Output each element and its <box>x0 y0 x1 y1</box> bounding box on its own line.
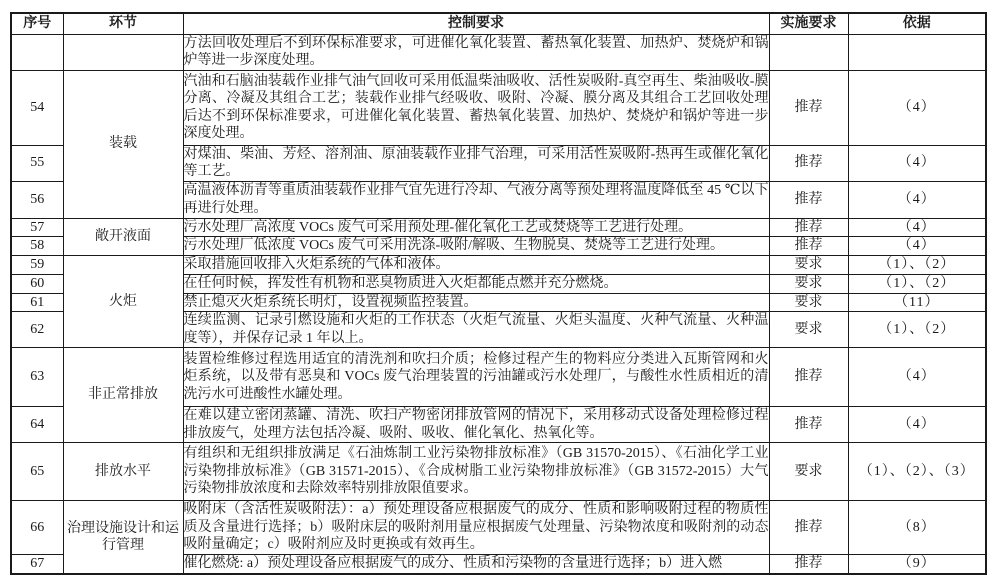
header-stage: 环节 <box>63 13 183 34</box>
serial-cell: 62 <box>11 312 63 348</box>
basis-cell: （4） <box>848 70 986 145</box>
control-cell: 吸附床（含活性炭吸附法）：a）预处理设备应根据废气的成分、性质和影响吸附过程的物质性质及含量进行选择；b）吸附床层的吸附剂用量应根据废气处理量、污染物浓度和吸附剂的动态吸附量确定；c）吸附剂应及时更换或有效再生。 <box>183 502 769 552</box>
header-control-requirement: 控制要求 <box>183 13 769 34</box>
implementation-cell: 推荐 <box>769 181 848 218</box>
implementation-cell: 推荐 <box>769 407 848 443</box>
header-basis: 依据 <box>848 13 986 34</box>
implementation-cell: 推荐 <box>769 554 848 574</box>
serial-cell: 55 <box>11 145 63 181</box>
basis-cell: （4） <box>848 218 986 237</box>
stage-cell: 装载 <box>63 70 183 218</box>
stage-cell <box>63 34 183 70</box>
implementation-cell: 要求 <box>769 312 848 348</box>
basis-cell: （4） <box>848 407 986 443</box>
serial-cell: 64 <box>11 407 63 443</box>
serial-cell: 58 <box>11 237 63 256</box>
stage-cell: 火炬 <box>63 256 183 348</box>
implementation-cell: 推荐 <box>769 70 848 145</box>
implementation-cell: 推荐 <box>769 237 848 256</box>
control-cell: 高温液体沥青等重质油装载作业排气宜先进行冷却、气液分离等预处理将温度降低至 45 ℃以下再进行处理。 <box>183 181 769 218</box>
header-row <box>11 13 986 34</box>
basis-cell: （1）、（2） <box>848 256 986 275</box>
control-cell: 有组织和无组织排放满足《石油炼制工业污染物排放标准》（GB 31570-2015）、《石油化学工业污染物排放标准》（GB 31571-2015）、《合成树脂工业污染物排放标准》（GB 31572-2015）大气污染物排放浓度和去除效率特别排放限值要求。 <box>183 443 769 501</box>
control-requirements-table <box>10 12 987 575</box>
control-cell: 对煤油、柴油、芳烃、溶剂油、原油装载作业排气治理，可采用活性炭吸附-热再生或催化氧化等工艺。 <box>183 146 769 179</box>
basis-cell: （4） <box>848 237 986 256</box>
table-row <box>11 34 986 70</box>
basis-cell: （1）、（2） <box>848 274 986 293</box>
implementation-cell: 推荐 <box>769 218 848 237</box>
control-cell: 禁止熄灭火炬系统长明灯，设置视频监控装置。 <box>183 293 769 312</box>
basis-cell: （4） <box>848 145 986 181</box>
control-cell: 在难以建立密闭蒸罐、清洗、吹扫产物密闭排放管网的情况下，采用移动式设备处理检修过程排放废气，处理方法包括冷凝、吸附、吸收、催化氧化、热氧化等。 <box>183 408 769 441</box>
serial-cell: 59 <box>11 256 63 275</box>
control-cell: 方法回收处理后不到环保标准要求，可进催化氧化装置、蓄热氧化装置、加热炉、焚烧炉和锅炉等进一步深度处理。 <box>183 35 769 68</box>
implementation-cell: 推荐 <box>769 501 848 555</box>
basis-cell: （11） <box>848 293 986 312</box>
table-row <box>11 348 986 407</box>
basis-cell: （1）、（2） <box>848 312 986 348</box>
serial-cell: 60 <box>11 274 63 293</box>
control-cell: 装置检维修过程选用适宜的清洗剂和吹扫介质；检修过程产生的物料应分类进入瓦斯管网和火炬系统，以及带有恶臭和 VOCs 废气治理装置的污油罐或污水处理厂，与酸性水性质相近的清洗污水可进酸性水罐处理。 <box>183 348 769 407</box>
control-cell: 污水处理厂低浓度 VOCs 废气可采用洗涤-吸附/解吸、生物脱臭、焚烧等工艺进行处理。 <box>183 237 769 256</box>
implementation-cell: 要求 <box>769 443 848 501</box>
control-cell: 污水处理厂高浓度 VOCs 废气可采用预处理-催化氧化工艺或焚烧等工艺进行处理。 <box>183 218 769 237</box>
stage-cell: 排放水平 <box>63 443 183 501</box>
implementation-cell: 要求 <box>769 256 848 275</box>
basis-cell: （9） <box>848 554 986 574</box>
serial-cell: 61 <box>11 293 63 312</box>
implementation-cell <box>769 34 848 70</box>
stage-cell: 非正常排放 <box>63 348 183 443</box>
serial-cell: 63 <box>11 348 63 407</box>
table-row <box>11 501 986 555</box>
table-row <box>11 256 986 275</box>
table-row <box>11 218 986 237</box>
basis-cell: （8） <box>848 501 986 555</box>
implementation-cell: 推荐 <box>769 348 848 407</box>
basis-cell: （4） <box>848 348 986 407</box>
implementation-cell: 要求 <box>769 274 848 293</box>
control-cell: 在任何时候，挥发性有机物和恶臭物质进入火炬都能点燃并充分燃烧。 <box>183 274 769 293</box>
stage-cell: 敞开液面 <box>63 218 183 256</box>
control-cell: 连续监测、记录引燃设施和火炬的工作状态（火炬气流量、火炬头温度、火种气流量、火种温度等），并保存记录 1 年以上。 <box>183 313 769 346</box>
serial-cell <box>11 34 63 70</box>
control-cell: 汽油和石脑油装载作业排气油气回收可采用低温柴油吸收、活性炭吸附-真空再生、柴油吸收-膜分离、冷凝及其组合工艺；装载作业排气经吸收、吸附、冷凝、膜分离及其组合工艺回收处理后达不到环保标准要求，可进催化氧化装置、蓄热氧化装置、加热炉、焚烧炉和锅炉等进一步深度处理。 <box>183 70 769 145</box>
basis-cell: （4） <box>848 181 986 218</box>
basis-cell: （1）、（2）、（3） <box>848 443 986 501</box>
header-serial-number: 序号 <box>11 13 63 34</box>
header-implementation-requirement: 实施要求 <box>769 13 848 34</box>
control-cell: 采取措施回收排入火炬系统的气体和液体。 <box>183 256 769 275</box>
serial-cell: 56 <box>11 181 63 218</box>
table-row <box>11 70 986 145</box>
serial-cell: 67 <box>11 554 63 574</box>
serial-cell: 65 <box>11 443 63 501</box>
stage-cell: 治理设施设计和运行管理 <box>63 501 183 575</box>
table-row <box>11 443 986 501</box>
basis-cell <box>848 34 986 70</box>
serial-cell: 57 <box>11 218 63 237</box>
implementation-cell: 要求 <box>769 293 848 312</box>
serial-cell: 54 <box>11 70 63 145</box>
control-cell: 催化燃烧: a）预处理设备应根据废气的成分、性质和污染物的含量进行选择；b）进入燃 <box>183 554 769 574</box>
implementation-cell: 推荐 <box>769 145 848 181</box>
serial-cell: 66 <box>11 501 63 555</box>
